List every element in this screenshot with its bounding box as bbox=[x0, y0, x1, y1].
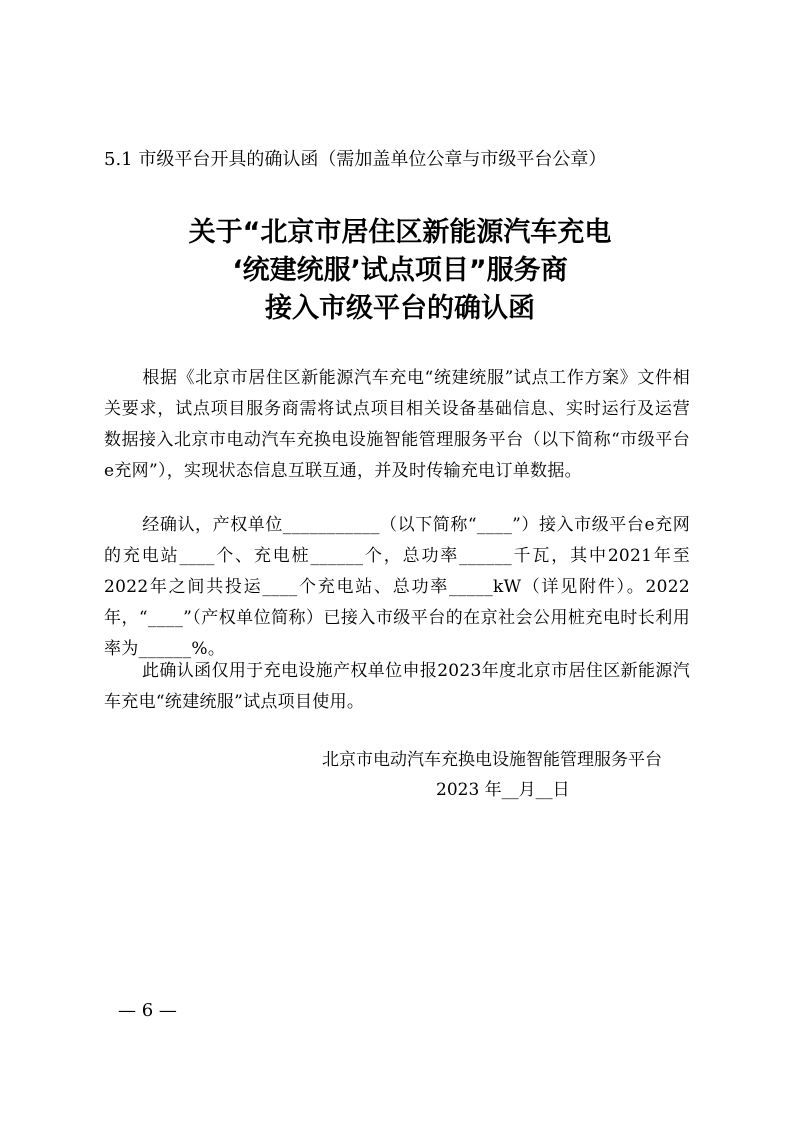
title-line-1: 关于“北京市居住区新能源汽车充电 bbox=[188, 217, 612, 248]
signature-date: 2023 年__月__日 bbox=[436, 780, 570, 800]
paragraph-3-text: 此确认函仅用于充电设施产权单位申报2023年度北京市居住区新能源汽车充电“统建统服”试点项目使用。 bbox=[104, 661, 690, 712]
paragraph-2-text: 经确认，产权单位___________（以下简称“____”）接入市级平台e充网的充电站____个、充电桩______个，总功率______千瓦，其中2021年至2022年之间共投运____个充电站、总功率_____kW（详见附件）。2022年，“____”（产权单位简称）已接入市级平台的在京社会公用桩充电时长利用率为______%。 bbox=[104, 515, 690, 659]
document-title bbox=[120, 214, 680, 328]
page-number: — 6 — bbox=[118, 1000, 177, 1021]
section-heading: 5.1 市级平台开具的确认函（需加盖单位公章与市级平台公章） bbox=[104, 149, 607, 170]
body-paragraph-3 bbox=[104, 656, 690, 718]
body-paragraph-2 bbox=[104, 510, 690, 665]
paragraph-1-text: 根据《北京市居住区新能源汽车充电“统建统服”试点工作方案》文件相关要求，试点项目服务商需将试点项目相关设备基础信息、实时运行及运营数据接入北京市电动汽车充换电设施智能管理服务平台（以下简称“市级平台e充网”），实现状态信息互联互通，并及时传输充电订单数据。 bbox=[104, 368, 690, 481]
signature-organization: 北京市电动汽车充换电设施智能管理服务平台 bbox=[322, 750, 662, 770]
body-paragraph-1 bbox=[104, 363, 690, 487]
title-line-2: ‘统建统服’试点项目”服务商 bbox=[232, 255, 568, 286]
title-line-3: 接入市级平台的确认函 bbox=[265, 293, 535, 324]
